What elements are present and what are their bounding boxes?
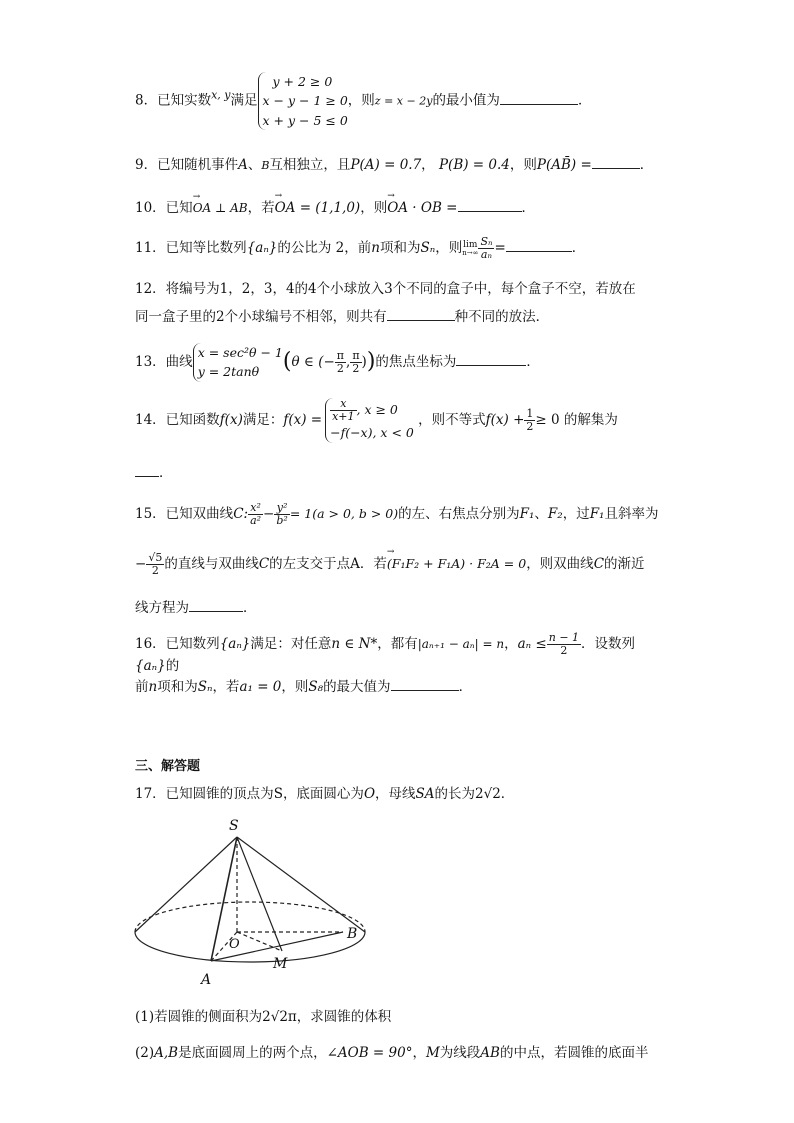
- q16-text4: ．设数列: [581, 636, 636, 653]
- q16-an: aₙ ≤: [517, 636, 547, 653]
- q16-line2d: ，则: [281, 679, 309, 695]
- question-14-answer-line: [135, 462, 665, 483]
- q15-f2: F₂: [547, 506, 563, 523]
- q17-sub2b: 是底面圆周上的两个点，: [178, 1045, 327, 1061]
- q11-sn: Sₙ: [420, 240, 436, 257]
- question-13: [135, 343, 665, 382]
- q9-pa: P(A) = 0.7: [350, 157, 422, 173]
- q11-n: n: [371, 240, 380, 257]
- q11-answer-blank[interactable]: [506, 237, 572, 252]
- q15-slope-frac: [146, 552, 164, 577]
- q15-line3: 线方程为: [135, 600, 189, 616]
- label-a: A: [201, 972, 212, 988]
- q16-answer-blank[interactable]: [391, 676, 459, 691]
- q15-eq: = 1(a > 0, b > 0): [289, 506, 399, 522]
- q17-sa: SA: [415, 786, 435, 802]
- q15-c2: C: [258, 556, 270, 573]
- q12-line1: 12．将编号为1，2，3，4的4个小球放入3个不同的盒子中，每个盒子不空，若放在: [135, 281, 636, 297]
- q16-line2b: 项和为: [157, 679, 198, 695]
- q14-p1num: x: [330, 398, 356, 411]
- q17-len: 2√2: [475, 786, 501, 802]
- label-s: S: [229, 818, 239, 834]
- q9-answer-blank[interactable]: [592, 154, 640, 169]
- q9-b: B: [261, 159, 270, 172]
- q17-m: M: [425, 1045, 440, 1061]
- q13-e1: x = sec²θ − 1: [197, 345, 283, 360]
- cone-base-front: [135, 932, 365, 962]
- q14-text3: ，则不等式: [418, 411, 486, 428]
- question-14: [135, 398, 665, 443]
- q13-two1: 2: [336, 361, 344, 375]
- q13-paren-close: ): [366, 348, 376, 374]
- q16-s8: S₈: [308, 679, 324, 695]
- q17-text3: ，母线: [375, 786, 416, 802]
- q9-text2: 互相独立，且: [269, 157, 351, 173]
- q8-suffix: 的最小值为: [432, 92, 500, 109]
- q17-text1: 17．已知圆锥的顶点为: [135, 786, 274, 802]
- q9-pab: P(AB̄) =: [536, 157, 592, 173]
- q10-text3: ，则: [360, 200, 388, 216]
- q8-c3: x + y − 5 ≤ 0: [262, 112, 348, 128]
- q15-f1: F₁: [519, 506, 535, 523]
- q11-text1: 11．已知等比数列: [135, 240, 247, 257]
- q16-fden: 2: [560, 644, 568, 658]
- q15-yfrac: [274, 502, 289, 527]
- q13-pi2: π: [352, 348, 360, 362]
- q12-line2a: 同一盒子里的2个小球编号不相邻，则共有: [135, 309, 387, 325]
- q12-answer-blank[interactable]: [387, 306, 455, 321]
- q15-neg: −: [135, 556, 147, 573]
- q14-f: f(x): [219, 411, 243, 428]
- q16-text5: 的: [165, 658, 180, 675]
- question-15-line3: [135, 597, 665, 618]
- q8-system: [258, 72, 348, 130]
- q10-text2: ，若: [247, 200, 275, 216]
- q11-limsub: n→∞: [462, 248, 479, 257]
- q16-abs: |aₙ₊₁ − aₙ| = n: [417, 637, 505, 652]
- q13-pi1: π: [336, 348, 345, 362]
- q15-xnum: x²: [248, 502, 263, 515]
- q16-text3: ，都有: [377, 636, 418, 653]
- q15-snum: √5: [148, 551, 163, 564]
- q16-line2a: 前: [135, 679, 149, 695]
- q14-hnum: 1: [526, 406, 534, 420]
- q14-piecewise: [325, 398, 414, 443]
- question-12: [135, 275, 665, 331]
- q15-text2: 的左、右焦点分别为: [398, 506, 520, 523]
- q9-text3: ，则: [509, 157, 537, 173]
- q16-frac: [547, 632, 581, 657]
- q14-p1cond: , x ≥ 0: [356, 402, 398, 418]
- question-16: [135, 632, 665, 676]
- q11-seq: {aₙ}: [246, 240, 278, 257]
- q16-text2: 满足：对任意: [250, 636, 332, 653]
- question-17: [135, 785, 665, 804]
- q17-text4: 的长为: [434, 786, 476, 802]
- q17-ab: A,B: [154, 1045, 179, 1061]
- question-17-part2: [135, 1044, 665, 1063]
- q15-vexpr: → (F₁F₂ + F₁A) · F₂A = 0: [387, 555, 526, 573]
- q13-paren-open: (: [282, 348, 292, 374]
- q8-prefix: 8．已知实数: [135, 92, 212, 109]
- q17-ab2: AB: [480, 1045, 500, 1061]
- q14-feq: f(x) =: [283, 411, 323, 428]
- q15-sep: 、: [534, 506, 548, 523]
- section-title: 三、解答题: [135, 759, 201, 774]
- q8-c1: y + 2 ≥ 0: [272, 74, 333, 89]
- q15-text1: 15．已知双曲线: [135, 506, 234, 523]
- q16-line2c: ，若: [212, 679, 240, 695]
- q15-text7: ，则双曲线: [526, 556, 594, 573]
- q11-text4: ，则: [435, 240, 463, 257]
- cone-left-edge: [135, 837, 237, 932]
- q10-text1: 10．已知: [135, 200, 193, 216]
- q10-oa: → OA = (1,1,0): [275, 199, 361, 218]
- q14-half: [524, 408, 535, 433]
- q17-end: ．: [500, 786, 515, 802]
- label-o: O: [229, 937, 240, 952]
- q16-comma: ，: [504, 636, 518, 653]
- q8-vars: x, y: [211, 88, 231, 102]
- q15-c: C:: [233, 506, 249, 523]
- q13-theta: θ ∈ (−: [291, 353, 335, 370]
- q9-end: ．: [639, 157, 654, 173]
- question-16-line2: [135, 676, 665, 697]
- question-11: [135, 236, 665, 261]
- q8-then: ，则: [347, 92, 375, 109]
- label-m: M: [273, 956, 288, 972]
- q15-yden: b²: [276, 514, 288, 528]
- question-8: [135, 72, 665, 130]
- q16-seq: {aₙ}: [219, 636, 251, 653]
- q13-system: [193, 343, 283, 382]
- q17-s: S: [273, 786, 283, 802]
- q13-frac1: [335, 350, 346, 375]
- q14-p1den: x+1: [332, 410, 355, 424]
- q16-fnum: n − 1: [548, 631, 580, 644]
- q17-sub1b: ，求圆锥的体积: [296, 1009, 392, 1025]
- q10-answer-blank[interactable]: [458, 197, 522, 212]
- q14-text2: 满足：: [242, 411, 284, 428]
- q13-text1: 13．曲线: [135, 353, 193, 370]
- question-9: 9．已知随机事件A、B互相独立，且P(A) = 0.7， P(B) = 0.4，则P(AB̄) = ．: [135, 154, 665, 175]
- q9-pb: P(B) = 0.4: [438, 157, 510, 173]
- q15-xfrac: [248, 502, 263, 527]
- q10-cond: → OA ⊥ AB: [193, 200, 248, 217]
- q16-a1: a₁ = 0: [239, 679, 282, 695]
- q17-sub2e: 的中点，若圆锥的底面半: [499, 1045, 649, 1061]
- q15-answer-blank[interactable]: [189, 597, 243, 612]
- q9-a: A: [238, 157, 248, 173]
- q8-mid: 满足: [230, 92, 258, 109]
- q14-text1: 14．已知函数: [135, 411, 220, 428]
- q16-line2e: 的最大值为: [323, 679, 391, 695]
- q11-num: Sₙ: [480, 235, 493, 248]
- q12-line2b: 种不同的放法．: [454, 309, 550, 325]
- q15-ynum: y²: [274, 502, 289, 515]
- q17-sub2a: (2): [135, 1045, 155, 1061]
- q15-end: ．: [243, 600, 257, 616]
- q16-nset: n ∈ N*: [331, 636, 378, 653]
- q14-p1-frac: [330, 398, 356, 423]
- q15-f1b: F₁: [589, 506, 605, 523]
- q14-p2: −f(−x), x < 0: [330, 425, 414, 441]
- q14-answer-blank[interactable]: [135, 462, 159, 477]
- q15-text8: 的渐近: [604, 556, 645, 573]
- question-10: [135, 197, 665, 218]
- q14-end: ．: [159, 465, 173, 481]
- q13-text2: 的焦点坐标为: [375, 353, 457, 370]
- q11-text3: 项和为: [379, 240, 421, 257]
- q8-expr: z = x − 2y: [374, 94, 433, 108]
- label-b: B: [347, 926, 358, 942]
- q17-o: O: [363, 786, 376, 802]
- q13-answer-blank[interactable]: [456, 351, 526, 366]
- q15-xden: a²: [250, 514, 262, 528]
- q16-sn: Sₙ: [197, 679, 213, 695]
- q12-line2: [135, 303, 665, 331]
- q13-two2: 2: [352, 361, 360, 375]
- q11-lim: lim: [463, 239, 478, 250]
- q13-e2: y = 2tanθ: [197, 364, 260, 380]
- q13-close: ): [361, 353, 367, 370]
- q11-text2: 的公比为 2，前: [277, 240, 372, 257]
- q17-sub1: (1)若圆锥的侧面积为: [135, 1009, 263, 1025]
- q17-area: 2√2π: [262, 1009, 297, 1025]
- question-15-line2: [135, 552, 665, 577]
- q11-fraction: [478, 236, 494, 261]
- q15-text4: 且斜率为: [604, 506, 659, 523]
- q10-end: ．: [521, 200, 535, 216]
- q14-ineq2: ≥ 0 的解集为: [535, 411, 618, 428]
- q15-sden: 2: [151, 564, 159, 578]
- q11-end: ．: [571, 240, 586, 257]
- q16-seq2: {aₙ}: [135, 658, 166, 675]
- q15-c3: C: [593, 556, 605, 573]
- q13-comma: ,: [346, 353, 351, 370]
- q16-end: ．: [458, 679, 473, 695]
- q14-ineq1: f(x) +: [485, 411, 525, 428]
- question-15: [135, 502, 665, 527]
- q8-answer-blank[interactable]: [500, 90, 578, 105]
- q17-text2: ，底面圆心为: [282, 786, 364, 802]
- q11-eq: =: [494, 240, 506, 257]
- q11-den: aₙ: [480, 248, 492, 262]
- q15-text6: 的左支交于点A．若: [269, 556, 387, 573]
- q15-text3: ，过: [562, 506, 590, 523]
- q14-hden: 2: [526, 419, 534, 433]
- q15-text5: 的直线与双曲线: [164, 556, 259, 573]
- q9-sep: 、: [247, 157, 262, 173]
- q17-sub2d: 为线段: [439, 1045, 481, 1061]
- q15-minus: −: [263, 506, 275, 523]
- q13-end: ．: [526, 353, 540, 370]
- q13-frac2: [350, 350, 361, 375]
- cone-figure: [125, 812, 375, 992]
- q9-text1: 9．已知随机事件: [135, 157, 239, 173]
- q8-end: ．: [577, 92, 592, 109]
- q8-c2: x − y − 1 ≥ 0: [262, 93, 348, 109]
- q17-angle: ∠AOB = 90°: [326, 1045, 413, 1061]
- q16-n: n: [148, 679, 158, 695]
- q11-limit: [462, 241, 478, 257]
- q10-dot: → OA · OB =: [387, 199, 457, 218]
- q17-sub2c: ，: [412, 1045, 426, 1061]
- q16-text1: 16．已知数列: [135, 636, 220, 653]
- question-17-part1: [135, 1008, 665, 1027]
